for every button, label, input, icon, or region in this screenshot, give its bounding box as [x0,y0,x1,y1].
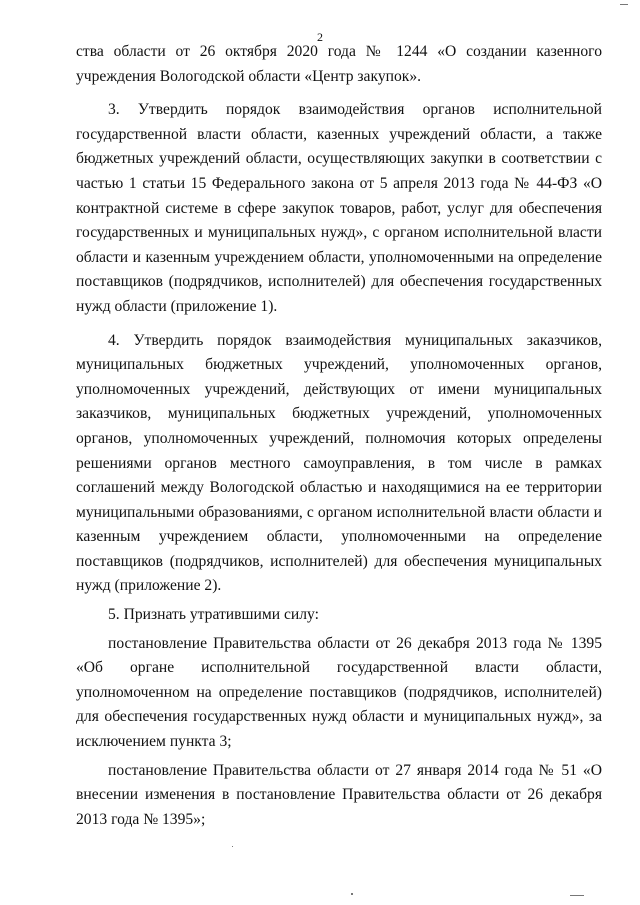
paragraph-continuation: ства области от 26 октября 2020 года № 1244 «О создании казенного учреждения Вологодской области «Центр закупок». [76,43,602,85]
scan-mark-bottom-right [570,895,584,896]
paragraph-item-5: 5. Признать утратившими силу: [108,606,319,624]
paragraph-repealed-decree-1395: постановление Правительства области от 26 декабря 2013 года № 1395 «Об органе исполнительной государственной власти области, уполномоченном на определение поставщиков (подрядчиков, исполнителей) для обеспечения государственных нужд области и муниципальных нужд», за исключением пункта 3; [76,634,602,751]
page-number: 2 [317,30,323,44]
paragraph-repealed-decree-51: постановление Правительства области от 27 января 2014 года № 51 «О внесении изменения в постановление Правительства области от 26 декабря 2013 года № 1395»; [76,761,602,828]
paragraph-item-4: 4. Утвердить порядок взаимодействия муниципальных заказчиков, муниципальных бюджетных учреждений, уполномоченных органов, уполномоченных учреждений, действующих от имени муниципальных заказчиков, муниципальных бюджетных учреждений, уполномоченных органов, уполномоченных учреждений, полномочия которых определены решениями органов местного самоуправления, в том числе в рамках соглашений между Вологодской областью и находящимися на ее территории муниципальными образованиями, с органом исполнительной власти области и казенным учреждением области, уполномоченными на определение поставщиков (подрядчиков, исполнителей) для обеспечения муниципальных нужд (приложение 2). [76,331,602,595]
paragraph-item-3: 3. Утвердить порядок взаимодействия органов исполнительной государственной власти области, казенных учреждений области, а также бюджетных учреждений области, осуществляющих закупки в соответствии с частью 1 статьи 15 Федерального закона от 5 апреля 2013 года № 44-ФЗ «О контрактной системе в сфере закупок товаров, работ, услуг для обеспечения государственных и муниципальных нужд», с органом исполнительной власти области и казенным учреждением области, уполномоченными на определение поставщиков (подрядчиков, исполнителей) для обеспечения государственных нужд области (приложение 1). [76,101,602,315]
scan-mark-top-right [620,4,628,5]
document-body [76,40,602,832]
scan-mark-bottom-center [351,893,353,895]
scan-dot-lower [232,846,233,847]
